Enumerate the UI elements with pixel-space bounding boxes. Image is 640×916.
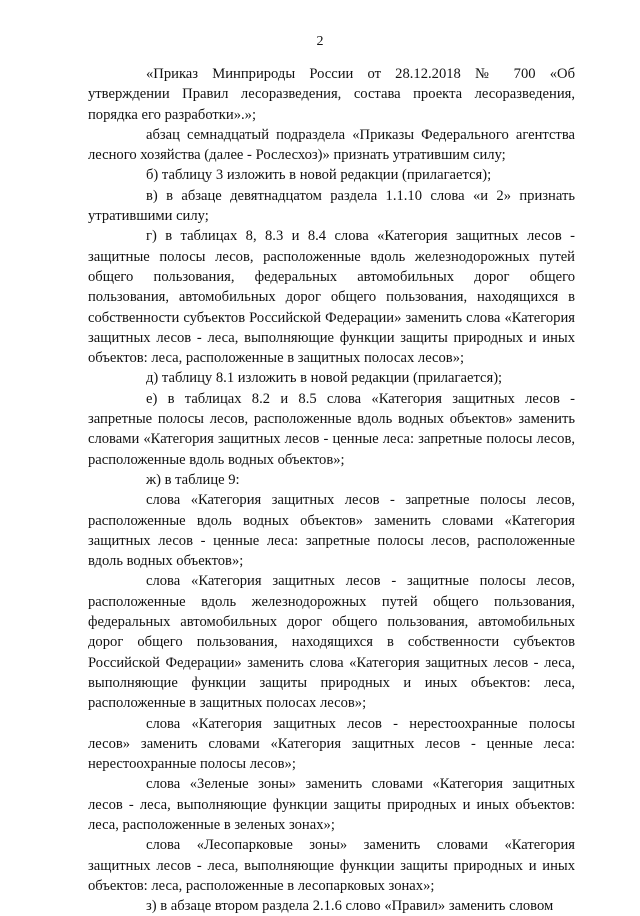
paragraph-item-v: в) в абзаце девятнадцатом раздела 1.1.10 слова «и 2» признать утратившими силу; — [88, 187, 575, 225]
paragraph-zh-3: слова «Категория защитных лесов - нерестоохранные полосы лесов» заменить словами «Категория защитных лесов - ценные леса: нерестоохранные полосы лесов»; — [88, 715, 575, 773]
paragraph-item-e: е) в таблицах 8.2 и 8.5 слова «Категория защитных лесов - запретные полосы лесов, расположенные вдоль водных объектов» заменить словами «Категория защитных лесов - ценные леса: запретные полосы лесов, расположенные вдоль водных объектов»; — [88, 390, 575, 468]
document-body — [88, 64, 575, 916]
paragraph-order-reference: «Приказ Минприроды России от 28.12.2018 № 700 «Об утверждении Правил лесоразведения, состава проекта лесоразведения, порядка его разработки».»; — [88, 66, 575, 123]
page-number: 2 — [316, 34, 324, 49]
paragraph-zh-5: слова «Лесопарковые зоны» заменить словами «Категория защитных лесов - леса, выполняющие функции защиты природных и иных объектов: леса, расположенные в лесопарковых зонах»; — [88, 837, 575, 894]
paragraph-zh-2: слова «Категория защитных лесов - защитные полосы лесов, расположенные вдоль железнодорожных путей общего пользования, федеральных автомобильных дорог общего пользования, автомобильных дорог общего пользования, находящихся в собственности субъектов Российской Федерации» заменить слова «Категория защитных лесов - леса, выполняющие функции защиты природных и иных объектов: леса, расположенные в защитных полосах лесов»; — [88, 573, 575, 712]
paragraph-zh-4: слова «Зеленые зоны» заменить словами «Категория защитных лесов - леса, выполняющие функции защиты природных и иных объектов: леса, расположенные в зеленых зонах»; — [88, 776, 575, 833]
paragraph-zh-1: слова «Категория защитных лесов - запретные полосы лесов, расположенные вдоль водных объектов» заменить словами «Категория защитных лесов - ценные леса: запретные полосы лесов, расположенные вдоль водных объектов»; — [88, 492, 575, 570]
paragraph-item-z: з) в абзаце втором раздела 2.1.6 слово «Правил» заменить словом — [146, 898, 554, 915]
paragraph-rosleskhoz: абзац семнадцатый подраздела «Приказы Федерального агентства лесного хозяйства (далее - Рослесхоз)» признать утратившим силу; — [88, 126, 575, 164]
paragraph-item-zh: ж) в таблице 9: — [146, 471, 240, 488]
paragraph-item-d: д) таблицу 8.1 изложить в новой редакции (прилагается); — [146, 370, 503, 387]
paragraph-item-b: б) таблицу 3 изложить в новой редакции (прилагается); — [146, 167, 492, 184]
paragraph-item-g: г) в таблицах 8, 8.3 и 8.4 слова «Категория защитных лесов - защитные полосы лесов, расположенные вдоль железнодорожных путей общего пользования, федеральных автомобильных дорог общего пользования, автомобильных дорог общего пользования, находящихся в собственности субъектов Российской Федерации» заменить слова «Категория защитных лесов - леса, выполняющие функции защиты природных и иных объектов: леса, расположенные в защитных полосах лесов»; — [88, 228, 575, 367]
